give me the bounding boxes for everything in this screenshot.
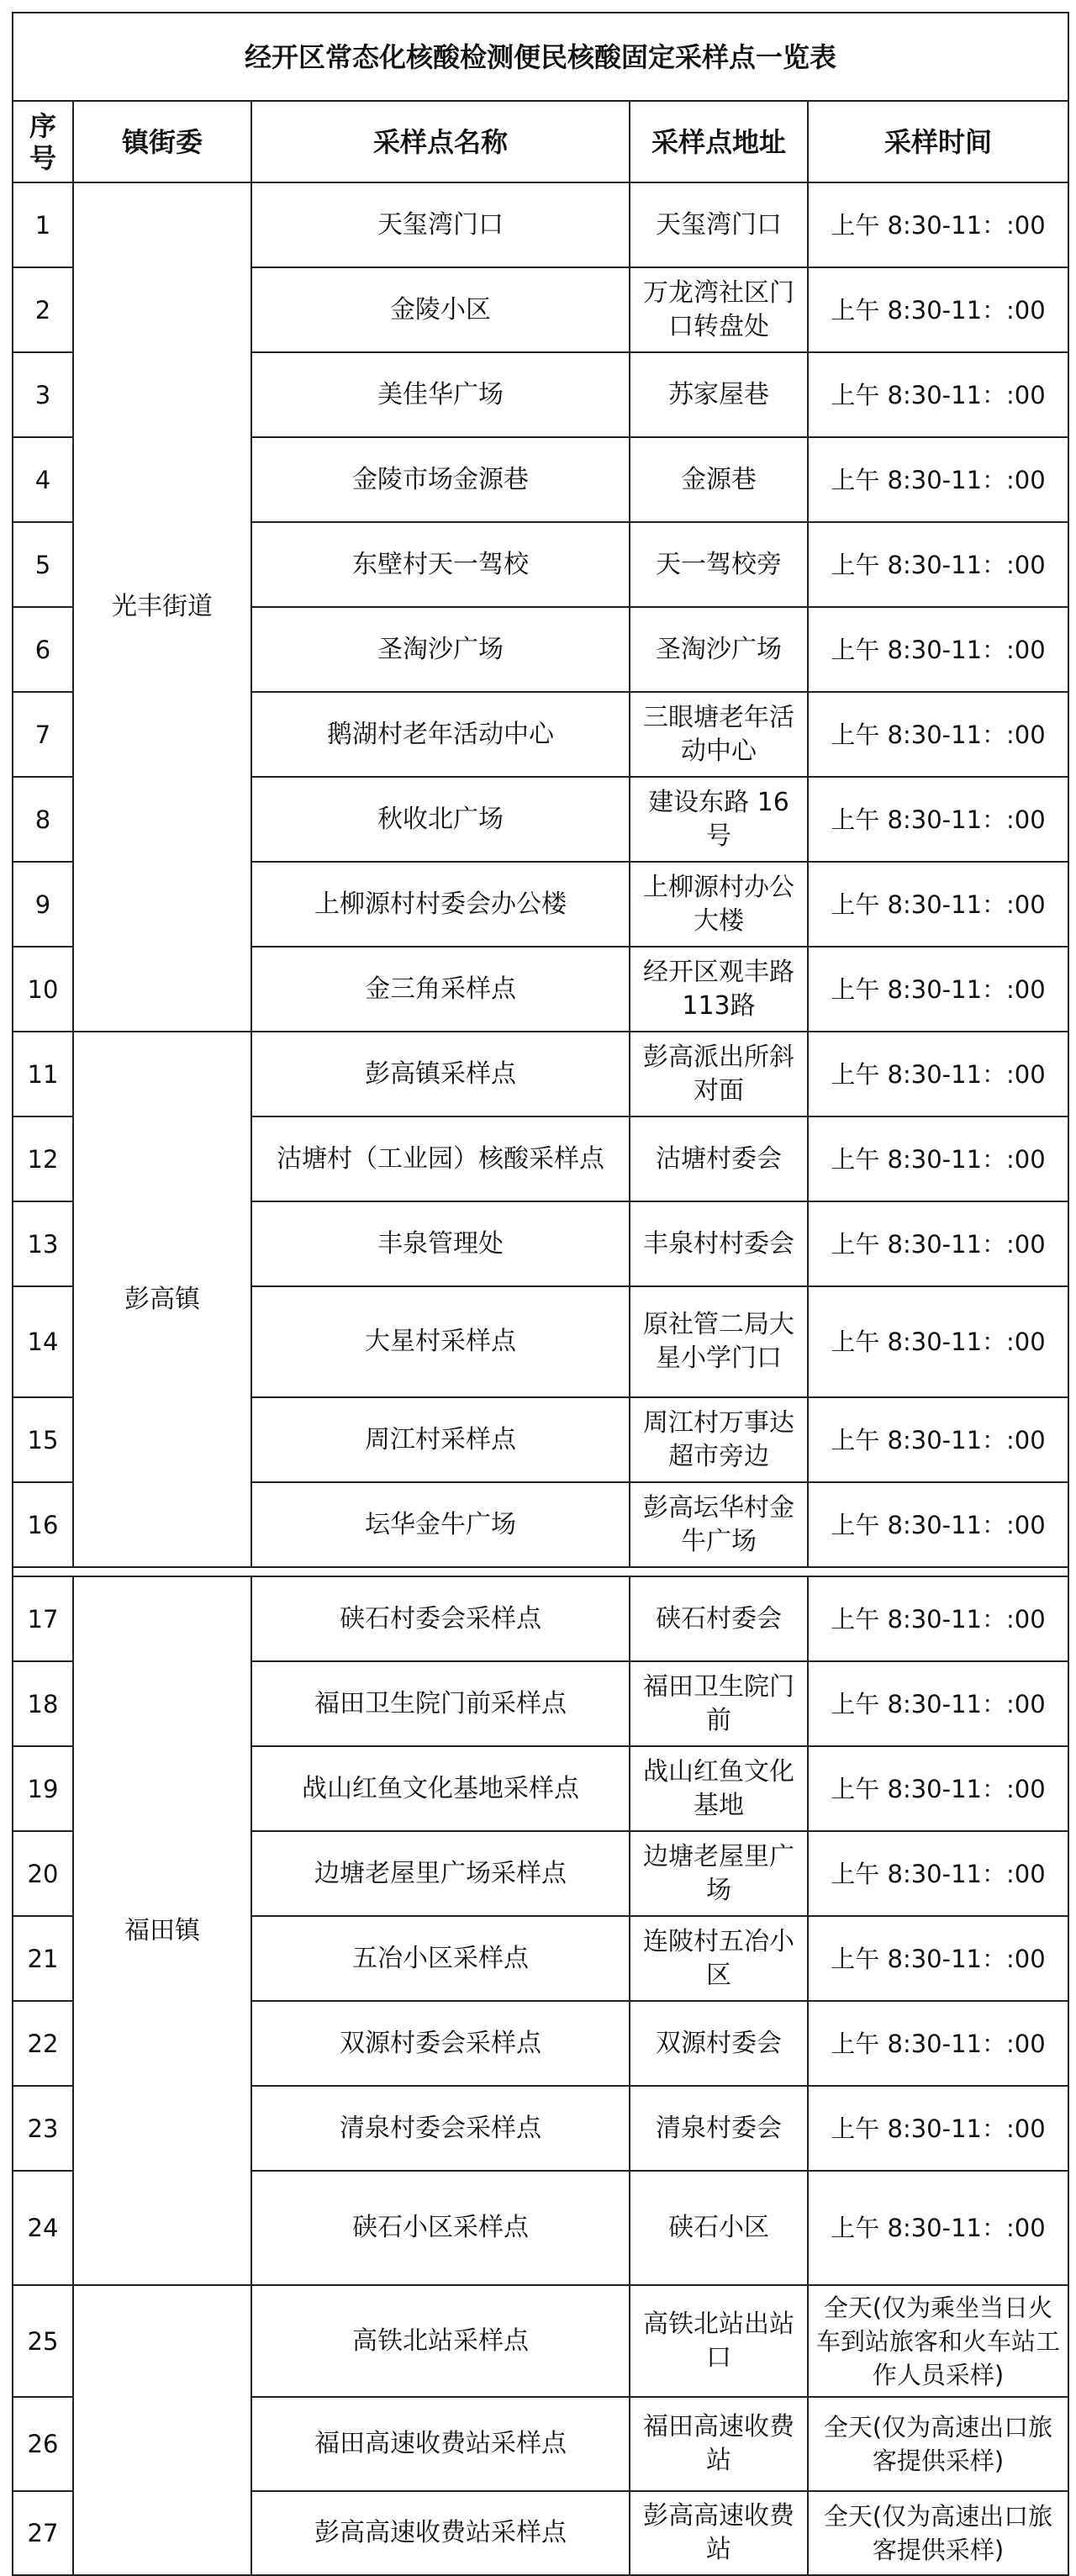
- header-site-address: 采样点地址: [630, 101, 808, 182]
- sampling-time: 上午 8:30-11：:00: [808, 1746, 1068, 1831]
- row-no: 11: [13, 1032, 73, 1116]
- sampling-time: 上午 8:30-11：:00: [808, 1286, 1068, 1397]
- sampling-time: 上午 8:30-11：:00: [808, 692, 1068, 777]
- site-address: 硖石村委会: [630, 1576, 808, 1661]
- row-no: 20: [13, 1831, 73, 1916]
- site-address: 圣淘沙广场: [630, 607, 808, 692]
- site-name: 双源村委会采样点: [251, 2001, 630, 2086]
- site-name: 鹅湖村老年活动中心: [251, 692, 630, 777]
- sampling-time: 上午 8:30-11：:00: [808, 437, 1068, 522]
- site-name: 硖石村委会采样点: [251, 1576, 630, 1661]
- row-no: 26: [13, 2397, 73, 2491]
- sampling-time: 上午 8:30-11：:00: [808, 1116, 1068, 1201]
- sampling-time: 上午 8:30-11：:00: [808, 352, 1068, 437]
- header-no: 序号: [13, 101, 73, 182]
- sampling-time: 上午 8:30-11：:00: [808, 1916, 1068, 2001]
- site-name: 天玺湾门口: [251, 182, 630, 267]
- site-address: 沽塘村委会: [630, 1116, 808, 1201]
- sampling-table-part2: [12, 1576, 1069, 2576]
- site-name: 大星村采样点: [251, 1286, 630, 1397]
- site-name: 沽塘村（工业园）核酸采样点: [251, 1116, 630, 1201]
- site-name: 边塘老屋里广场采样点: [251, 1831, 630, 1916]
- group-cell: 光丰街道: [73, 182, 251, 1032]
- header-district: 镇街委: [73, 101, 251, 182]
- header-sampling-time: 采样时间: [808, 101, 1068, 182]
- site-address: 原社管二局大星小学门口: [630, 1286, 808, 1397]
- site-address: 福田高速收费站: [630, 2397, 808, 2491]
- site-name: 高铁北站采样点: [251, 2285, 630, 2397]
- row-no: 19: [13, 1746, 73, 1831]
- site-address: 双源村委会: [630, 2001, 808, 2086]
- site-address: 连陂村五冶小区: [630, 1916, 808, 2001]
- site-name: 清泉村委会采样点: [251, 2086, 630, 2171]
- header-site-name: 采样点名称: [251, 101, 630, 182]
- group-cell: 福田镇: [73, 1576, 251, 2285]
- site-name: 秋收北广场: [251, 777, 630, 862]
- site-address: 经开区观丰路 113路: [630, 947, 808, 1032]
- sampling-table-part1: [12, 12, 1069, 1590]
- site-name: 金三角采样点: [251, 947, 630, 1032]
- site-name: 五冶小区采样点: [251, 1916, 630, 2001]
- row-no: 5: [13, 522, 73, 607]
- sampling-time: 上午 8:30-11：:00: [808, 607, 1068, 692]
- site-address: 上柳源村办公大楼: [630, 862, 808, 947]
- site-address: 万龙湾社区门口转盘处: [630, 267, 808, 352]
- row-no: 10: [13, 947, 73, 1032]
- site-address: 福田卫生院门前: [630, 1661, 808, 1746]
- site-name: 坛华金牛广场: [251, 1482, 630, 1567]
- sampling-time: 上午 8:30-11：:00: [808, 1032, 1068, 1116]
- row-no: 12: [13, 1116, 73, 1201]
- site-name: 圣淘沙广场: [251, 607, 630, 692]
- site-name: 福田卫生院门前采样点: [251, 1661, 630, 1746]
- sampling-time: 上午 8:30-11：:00: [808, 522, 1068, 607]
- site-name: 彭高镇采样点: [251, 1032, 630, 1116]
- site-address: 周江村万事达超市旁边: [630, 1397, 808, 1482]
- row-no: 6: [13, 607, 73, 692]
- row-no: 25: [13, 2285, 73, 2397]
- site-address: 彭高高速收费站: [630, 2491, 808, 2575]
- row-no: 27: [13, 2491, 73, 2575]
- sampling-time: 上午 8:30-11：:00: [808, 2001, 1068, 2086]
- site-address: 丰泉村村委会: [630, 1201, 808, 1286]
- row-no: 13: [13, 1201, 73, 1286]
- row-no: 21: [13, 1916, 73, 2001]
- site-name: 金陵市场金源巷: [251, 437, 630, 522]
- row-no: 18: [13, 1661, 73, 1746]
- site-address: 彭高派出所斜对面: [630, 1032, 808, 1116]
- sampling-time: 上午 8:30-11：:00: [808, 267, 1068, 352]
- sampling-time: 上午 8:30-11：:00: [808, 182, 1068, 267]
- site-name: 硖石小区采样点: [251, 2171, 630, 2285]
- site-name: 战山红鱼文化基地采样点: [251, 1746, 630, 1831]
- sampling-time: 全天(仅为高速出口旅客提供采样): [808, 2397, 1068, 2491]
- site-name: 上柳源村村委会办公楼: [251, 862, 630, 947]
- row-no: 14: [13, 1286, 73, 1397]
- site-address: 高铁北站出站口: [630, 2285, 808, 2397]
- site-address: 清泉村委会: [630, 2086, 808, 2171]
- row-no: 16: [13, 1482, 73, 1567]
- site-name: 福田高速收费站采样点: [251, 2397, 630, 2491]
- site-name: 彭高高速收费站采样点: [251, 2491, 630, 2575]
- sampling-time: 上午 8:30-11：:00: [808, 1661, 1068, 1746]
- row-no: 15: [13, 1397, 73, 1482]
- group-cell: [73, 2285, 251, 2575]
- row-no: 4: [13, 437, 73, 522]
- site-address: 彭高坛华村金牛广场: [630, 1482, 808, 1567]
- sampling-time: 上午 8:30-11：:00: [808, 947, 1068, 1032]
- row-no: 1: [13, 182, 73, 267]
- table-title: 经开区常态化核酸检测便民核酸固定采样点一览表: [13, 13, 1068, 101]
- row-no: 3: [13, 352, 73, 437]
- site-address: 天玺湾门口: [630, 182, 808, 267]
- site-name: 金陵小区: [251, 267, 630, 352]
- site-address: 金源巷: [630, 437, 808, 522]
- site-address: 边塘老屋里广场: [630, 1831, 808, 1916]
- sampling-time: 上午 8:30-11：:00: [808, 2086, 1068, 2171]
- sampling-time: 上午 8:30-11：:00: [808, 1576, 1068, 1661]
- site-name: 美佳华广场: [251, 352, 630, 437]
- row-no: 8: [13, 777, 73, 862]
- sampling-time: 上午 8:30-11：:00: [808, 862, 1068, 947]
- row-no: 7: [13, 692, 73, 777]
- site-address: 苏家屋巷: [630, 352, 808, 437]
- row-no: 2: [13, 267, 73, 352]
- site-name: 周江村采样点: [251, 1397, 630, 1482]
- row-no: 24: [13, 2171, 73, 2285]
- site-name: 东壁村天一驾校: [251, 522, 630, 607]
- group-cell: 彭高镇: [73, 1032, 251, 1567]
- row-no: 22: [13, 2001, 73, 2086]
- sampling-time: 上午 8:30-11：:00: [808, 1482, 1068, 1567]
- sampling-time: 上午 8:30-11：:00: [808, 1201, 1068, 1286]
- site-address: 天一驾校旁: [630, 522, 808, 607]
- site-address: 硖石小区: [630, 2171, 808, 2285]
- site-address: 战山红鱼文化基地: [630, 1746, 808, 1831]
- sampling-time: 上午 8:30-11：:00: [808, 1397, 1068, 1482]
- sampling-time: 上午 8:30-11：:00: [808, 777, 1068, 862]
- row-no: 9: [13, 862, 73, 947]
- row-no: 23: [13, 2086, 73, 2171]
- sampling-time: 全天(仅为乘坐当日火车到站旅客和火车站工作人员采样): [808, 2285, 1068, 2397]
- sampling-time: 上午 8:30-11：:00: [808, 1831, 1068, 1916]
- site-name: 丰泉管理处: [251, 1201, 630, 1286]
- site-address: 三眼塘老年活动中心: [630, 692, 808, 777]
- sampling-time: 上午 8:30-11：:00: [808, 2171, 1068, 2285]
- row-no: 17: [13, 1576, 73, 1661]
- sampling-time: 全天(仅为高速出口旅客提供采样): [808, 2491, 1068, 2575]
- site-address: 建设东路 16 号: [630, 777, 808, 862]
